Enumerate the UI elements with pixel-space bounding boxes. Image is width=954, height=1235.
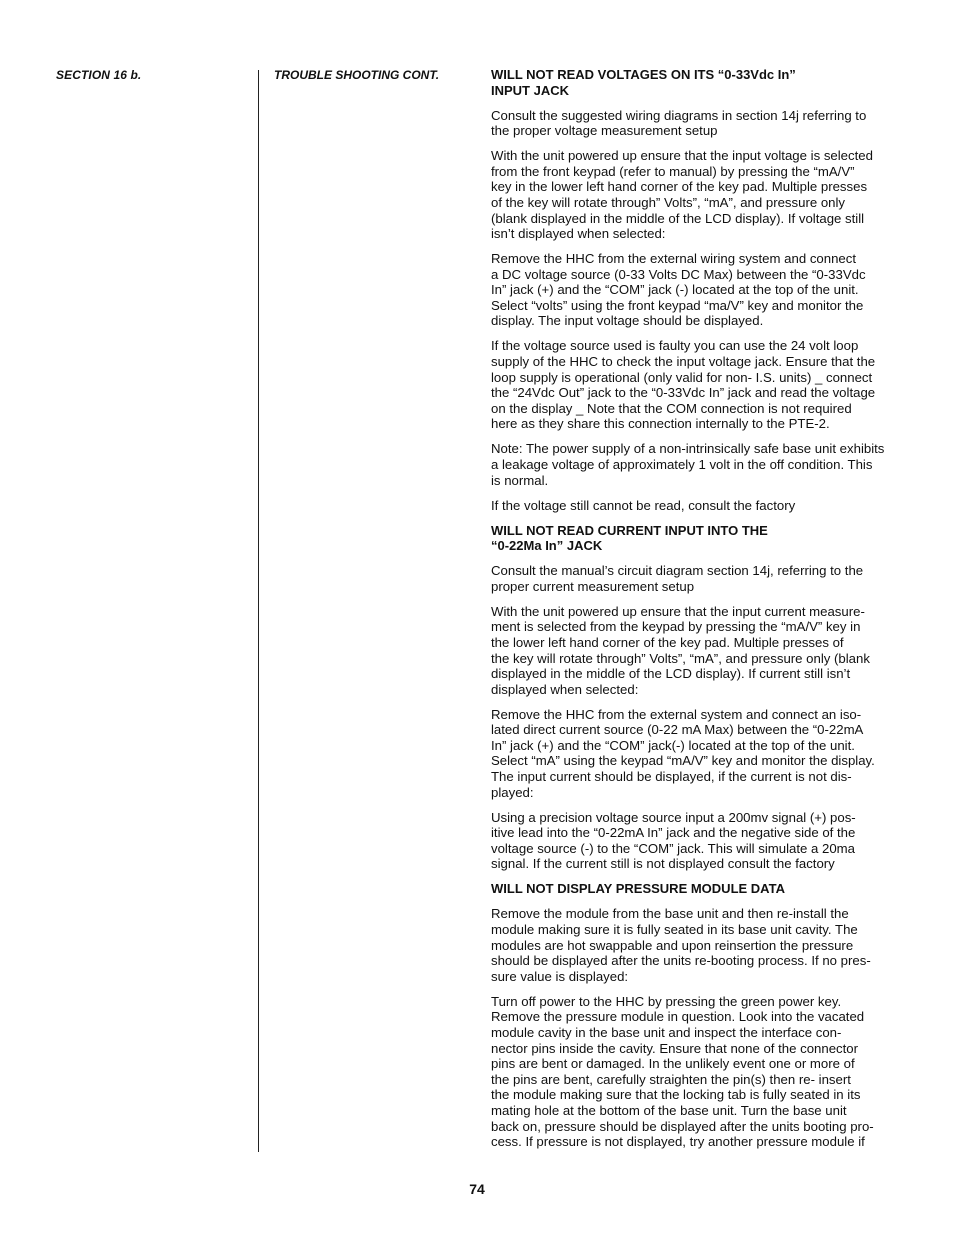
text-line: the lower left hand corner of the key pad. Multiple presses of <box>491 634 844 650</box>
text-line: voltage source (-) to the “COM” jack. This will simulate a 20ma <box>491 840 855 856</box>
text-line: back on, pressure should be displayed after the units booting pro- <box>491 1118 874 1134</box>
section-label: SECTION 16 b. <box>56 68 142 82</box>
text-line: nector pins inside the cavity. Ensure that none of the connector <box>491 1040 859 1056</box>
text-line: Note: The power supply of a non-intrinsically safe base unit exhibits <box>491 441 885 457</box>
paragraph <box>491 563 901 594</box>
text-line: proper current measurement setup <box>491 578 695 594</box>
text-line: WILL NOT READ CURRENT INPUT INTO THE <box>491 522 768 538</box>
text-line: loop supply is operational (only valid for non- I.S. units) _ connect <box>491 369 873 385</box>
section-heading <box>491 881 901 897</box>
text-line: a leakage voltage of approximately 1 volt in the off condition. This <box>491 457 873 473</box>
page-number: 74 <box>469 1181 485 1197</box>
text-line: The input current should be displayed, if the current is not dis- <box>491 769 852 785</box>
body-text <box>491 67 901 1159</box>
text-line: If the voltage still cannot be read, consult the factory <box>491 497 796 513</box>
text-line: mating hole at the bottom of the base unit. Turn the base unit <box>491 1102 847 1118</box>
text-line: the proper voltage measurement setup <box>491 123 718 139</box>
text-line: Consult the suggested wiring diagrams in section 14j referring to <box>491 107 867 123</box>
text-line: With the unit powered up ensure that the input voltage is selected <box>491 148 873 164</box>
text-line: sure value is displayed: <box>491 968 629 984</box>
text-line: here as they share this connection internally to the PTE-2. <box>491 416 830 432</box>
subsection-label: TROUBLE SHOOTING CONT. <box>274 68 440 82</box>
text-line: on the display _ Note that the COM connection is not required <box>491 400 852 416</box>
text-line: WILL NOT READ VOLTAGES ON ITS “0-33Vdc In” <box>491 67 796 82</box>
text-line: With the unit powered up ensure that the input current measure- <box>491 603 865 619</box>
paragraph <box>491 906 901 984</box>
text-line: a DC voltage source (0-33 Volts DC Max) between the “0-33Vdc <box>491 266 866 282</box>
text-line: played: <box>491 784 534 800</box>
text-line: the pins are bent, carefully straighten the pin(s) then re- insert <box>491 1071 851 1087</box>
paragraph <box>491 810 901 872</box>
text-line: should be displayed after the units re-booting process. If no pres- <box>491 953 871 969</box>
paragraph <box>491 707 901 801</box>
text-line: signal. If the current still is not displayed consult the factory <box>491 856 835 872</box>
text-line: key in the lower left hand corner of the key pad. Multiple presses <box>491 179 868 195</box>
text-line: is normal. <box>491 472 549 488</box>
text-line: lated direct current source (0-22 mA Max) between the “0-22mA <box>491 722 864 738</box>
text-line: modules are hot swappable and upon reinsertion the pressure <box>491 937 854 953</box>
text-line: Using a precision voltage source input a 200mv signal (+) pos- <box>491 809 856 825</box>
text-line: isn’t displayed when selected: <box>491 226 666 242</box>
text-line: Remove the HHC from the external system and connect an iso- <box>491 706 862 722</box>
text-line: ment is selected from the keypad by pressing the “mA/V” key in <box>491 619 861 635</box>
text-line: In” jack (+) and the “COM” jack(-) located at the top of the unit. <box>491 737 855 753</box>
paragraph <box>491 108 901 139</box>
text-line: (blank displayed in the middle of the LCD display). If voltage still <box>491 210 865 226</box>
text-line: displayed when selected: <box>491 681 639 697</box>
section-heading <box>491 523 901 554</box>
text-line: supply of the HHC to check the input voltage jack. Ensure that the <box>491 354 876 370</box>
text-line: the key will rotate through” Volts”, “mA”, and pressure only (blank <box>491 650 870 666</box>
text-line: pins are bent or damaged. In the unlikely event one or more of <box>491 1056 855 1072</box>
text-line: INPUT JACK <box>491 82 570 98</box>
text-line: from the front keypad (refer to manual) by pressing the “mA/V” <box>491 163 855 179</box>
paragraph <box>491 338 901 432</box>
column-divider <box>258 70 259 1152</box>
paragraph <box>491 604 901 698</box>
text-line: WILL NOT DISPLAY PRESSURE MODULE DATA <box>491 881 785 897</box>
text-line: of the key will rotate through” Volts”, “mA”, and pressure only <box>491 194 846 210</box>
text-line: If the voltage source used is faulty you can use the 24 volt loop <box>491 338 859 354</box>
text-line: Consult the manual’s circuit diagram section 14j, referring to the <box>491 563 864 579</box>
text-line: the module making sure that the locking tab is fully seated in its <box>491 1087 861 1103</box>
text-line: Select “volts” using the front keypad “ma/V” key and monitor the <box>491 297 864 313</box>
text-line: module cavity in the base unit and inspect the interface con- <box>491 1024 842 1040</box>
text-line: Select “mA” using the keypad “mA/V” key and monitor the display. <box>491 753 875 769</box>
text-line: itive lead into the “0-22mA In” jack and the negative side of the <box>491 825 856 841</box>
text-line: Turn off power to the HHC by pressing the green power key. <box>491 993 842 1009</box>
paragraph <box>491 251 901 329</box>
section-heading <box>491 67 901 98</box>
paragraph <box>491 994 901 1150</box>
text-line: cess. If pressure is not displayed, try another pressure module if <box>491 1134 865 1150</box>
paragraph <box>491 441 901 488</box>
text-line: Remove the HHC from the external wiring system and connect <box>491 251 857 267</box>
text-line: “0-22Ma In” JACK <box>491 538 603 554</box>
text-line: Remove the module from the base unit and then re-install the <box>491 906 849 922</box>
text-line: the “24Vdc Out” jack to the “0-33Vdc In” jack and read the voltage <box>491 385 876 401</box>
text-line: displayed in the middle of the LCD display). If current still isn’t <box>491 666 851 682</box>
paragraph <box>491 498 901 514</box>
text-line: In” jack (+) and the “COM” jack (-) located at the top of the unit. <box>491 282 859 298</box>
text-line: display. The input voltage should be displayed. <box>491 313 764 329</box>
text-line: Remove the pressure module in question. Look into the vacated <box>491 1009 865 1025</box>
paragraph <box>491 148 901 242</box>
text-line: module making sure it is fully seated in its base unit cavity. The <box>491 921 858 937</box>
